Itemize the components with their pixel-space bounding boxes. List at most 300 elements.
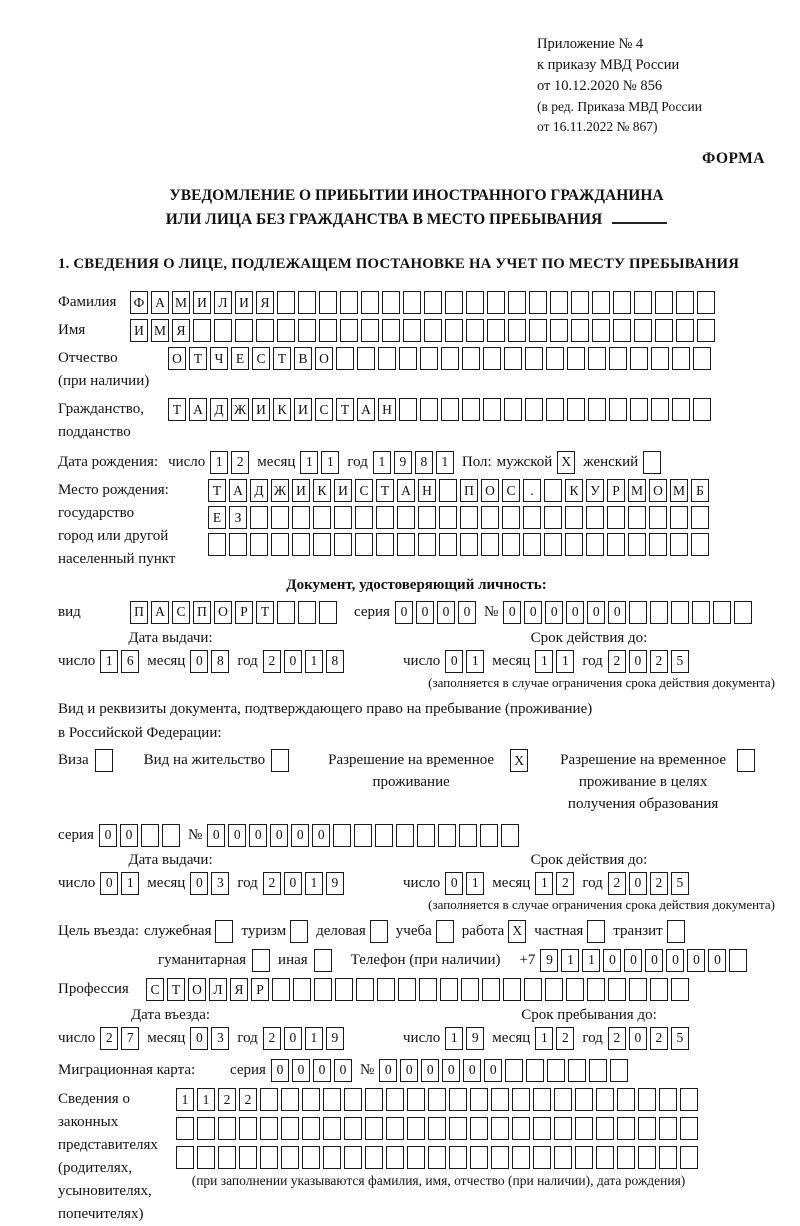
char-box[interactable]: И — [235, 291, 253, 314]
char-box[interactable] — [670, 533, 688, 556]
char-box[interactable]: 2 — [608, 650, 626, 673]
char-box[interactable] — [336, 347, 354, 370]
char-box[interactable] — [218, 1117, 236, 1140]
char-box[interactable]: 0 — [587, 601, 605, 624]
char-box[interactable]: А — [397, 479, 415, 502]
char-box[interactable] — [587, 920, 605, 943]
char-box[interactable]: 0 — [463, 1059, 481, 1082]
char-box[interactable]: Т — [167, 978, 185, 1001]
char-box[interactable]: В — [294, 347, 312, 370]
char-box[interactable] — [361, 319, 379, 342]
char-box[interactable]: С — [252, 347, 270, 370]
char-box[interactable] — [449, 1117, 467, 1140]
char-box[interactable] — [214, 319, 232, 342]
char-box[interactable]: 1 — [176, 1088, 194, 1111]
char-box[interactable]: X — [508, 920, 526, 943]
char-box[interactable] — [649, 506, 667, 529]
char-box[interactable] — [589, 1059, 607, 1082]
char-box[interactable]: Л — [214, 291, 232, 314]
char-box[interactable] — [487, 291, 505, 314]
char-box[interactable]: 0 — [291, 824, 309, 847]
char-box[interactable] — [504, 398, 522, 421]
char-box[interactable] — [533, 1117, 551, 1140]
char-box[interactable]: И — [193, 291, 211, 314]
char-box[interactable] — [462, 347, 480, 370]
char-box[interactable] — [680, 1146, 698, 1169]
char-box[interactable] — [260, 1117, 278, 1140]
char-box[interactable] — [340, 291, 358, 314]
char-box[interactable] — [565, 533, 583, 556]
char-box[interactable]: Е — [208, 506, 226, 529]
char-box[interactable]: О — [649, 479, 667, 502]
char-box[interactable] — [697, 319, 715, 342]
char-box[interactable] — [420, 347, 438, 370]
char-box[interactable]: Д — [250, 479, 268, 502]
char-box[interactable]: 2 — [556, 872, 574, 895]
char-box[interactable]: 0 — [249, 824, 267, 847]
char-box[interactable] — [403, 319, 421, 342]
char-box[interactable] — [271, 749, 289, 772]
char-box[interactable]: Б — [691, 479, 709, 502]
char-box[interactable] — [502, 533, 520, 556]
char-box[interactable]: 0 — [99, 824, 117, 847]
char-box[interactable] — [533, 1088, 551, 1111]
char-box[interactable]: 0 — [312, 824, 330, 847]
char-box[interactable]: К — [273, 398, 291, 421]
char-box[interactable] — [397, 533, 415, 556]
char-box[interactable]: X — [510, 749, 528, 772]
char-box[interactable]: 0 — [421, 1059, 439, 1082]
char-box[interactable] — [354, 824, 372, 847]
char-box[interactable] — [470, 1146, 488, 1169]
char-box[interactable]: 0 — [284, 1027, 302, 1050]
char-box[interactable] — [292, 533, 310, 556]
char-box[interactable] — [334, 533, 352, 556]
char-box[interactable] — [628, 506, 646, 529]
char-box[interactable]: И — [294, 398, 312, 421]
char-box[interactable]: . — [523, 479, 541, 502]
char-box[interactable] — [596, 1088, 614, 1111]
char-box[interactable] — [524, 978, 542, 1001]
char-box[interactable] — [713, 601, 731, 624]
char-box[interactable]: 2 — [263, 872, 281, 895]
char-box[interactable] — [508, 291, 526, 314]
char-box[interactable]: 0 — [190, 872, 208, 895]
char-box[interactable] — [376, 506, 394, 529]
char-box[interactable] — [643, 451, 661, 474]
char-box[interactable] — [697, 291, 715, 314]
char-box[interactable] — [571, 319, 589, 342]
char-box[interactable] — [357, 347, 375, 370]
char-box[interactable] — [417, 824, 435, 847]
char-box[interactable] — [459, 824, 477, 847]
char-box[interactable] — [613, 291, 631, 314]
char-box[interactable] — [491, 1088, 509, 1111]
char-box[interactable] — [482, 978, 500, 1001]
char-box[interactable] — [526, 1059, 544, 1082]
char-box[interactable] — [272, 978, 290, 1001]
char-box[interactable]: К — [313, 479, 331, 502]
char-box[interactable]: 0 — [284, 650, 302, 673]
char-box[interactable]: 9 — [326, 872, 344, 895]
char-box[interactable]: 0 — [445, 650, 463, 673]
char-box[interactable] — [525, 398, 543, 421]
char-box[interactable] — [418, 533, 436, 556]
char-box[interactable]: Т — [208, 479, 226, 502]
char-box[interactable] — [229, 533, 247, 556]
char-box[interactable] — [512, 1117, 530, 1140]
char-box[interactable]: 0 — [190, 650, 208, 673]
char-box[interactable]: М — [628, 479, 646, 502]
char-box[interactable]: 1 — [305, 1027, 323, 1050]
char-box[interactable]: 0 — [120, 824, 138, 847]
char-box[interactable]: 5 — [671, 650, 689, 673]
char-box[interactable]: 0 — [629, 1027, 647, 1050]
char-box[interactable] — [670, 506, 688, 529]
char-box[interactable]: 3 — [211, 1027, 229, 1050]
char-box[interactable]: 1 — [300, 451, 318, 474]
char-box[interactable] — [260, 1088, 278, 1111]
char-box[interactable] — [460, 533, 478, 556]
char-box[interactable] — [655, 319, 673, 342]
char-box[interactable] — [319, 291, 337, 314]
char-box[interactable]: Ж — [271, 479, 289, 502]
char-box[interactable]: 0 — [645, 949, 663, 972]
char-box[interactable] — [438, 824, 456, 847]
char-box[interactable]: 1 — [535, 1027, 553, 1050]
char-box[interactable]: 0 — [666, 949, 684, 972]
char-box[interactable] — [323, 1088, 341, 1111]
char-box[interactable] — [441, 398, 459, 421]
char-box[interactable] — [396, 824, 414, 847]
char-box[interactable] — [592, 291, 610, 314]
char-box[interactable]: 0 — [100, 872, 118, 895]
char-box[interactable] — [504, 347, 522, 370]
char-box[interactable] — [588, 398, 606, 421]
char-box[interactable]: Т — [189, 347, 207, 370]
char-box[interactable] — [461, 978, 479, 1001]
char-box[interactable] — [407, 1117, 425, 1140]
char-box[interactable]: 6 — [121, 650, 139, 673]
char-box[interactable] — [638, 1088, 656, 1111]
char-box[interactable] — [335, 978, 353, 1001]
char-box[interactable] — [440, 978, 458, 1001]
char-box[interactable]: 0 — [442, 1059, 460, 1082]
char-box[interactable] — [596, 1117, 614, 1140]
char-box[interactable] — [546, 398, 564, 421]
char-box[interactable] — [737, 749, 755, 772]
char-box[interactable]: 0 — [379, 1059, 397, 1082]
char-box[interactable]: Ч — [210, 347, 228, 370]
char-box[interactable] — [386, 1146, 404, 1169]
char-box[interactable] — [512, 1088, 530, 1111]
char-box[interactable] — [550, 319, 568, 342]
char-box[interactable]: 0 — [400, 1059, 418, 1082]
char-box[interactable]: 1 — [197, 1088, 215, 1111]
char-box[interactable] — [439, 479, 457, 502]
char-box[interactable] — [340, 319, 358, 342]
char-box[interactable] — [250, 533, 268, 556]
char-box[interactable] — [356, 978, 374, 1001]
char-box[interactable] — [483, 398, 501, 421]
char-box[interactable]: 1 — [582, 949, 600, 972]
char-box[interactable]: 5 — [671, 872, 689, 895]
char-box[interactable]: 9 — [540, 949, 558, 972]
char-box[interactable] — [250, 506, 268, 529]
char-box[interactable] — [608, 978, 626, 1001]
char-box[interactable] — [281, 1146, 299, 1169]
char-box[interactable] — [302, 1117, 320, 1140]
char-box[interactable]: 5 — [671, 1027, 689, 1050]
char-box[interactable]: М — [172, 291, 190, 314]
char-box[interactable] — [550, 291, 568, 314]
char-box[interactable] — [659, 1146, 677, 1169]
char-box[interactable]: 1 — [321, 451, 339, 474]
char-box[interactable] — [649, 533, 667, 556]
char-box[interactable] — [628, 533, 646, 556]
char-box[interactable] — [659, 1088, 677, 1111]
char-box[interactable] — [672, 347, 690, 370]
char-box[interactable] — [449, 1146, 467, 1169]
char-box[interactable] — [466, 319, 484, 342]
char-box[interactable] — [502, 506, 520, 529]
char-box[interactable] — [554, 1146, 572, 1169]
char-box[interactable]: 0 — [445, 872, 463, 895]
char-box[interactable] — [428, 1146, 446, 1169]
char-box[interactable] — [344, 1088, 362, 1111]
char-box[interactable] — [260, 1146, 278, 1169]
char-box[interactable] — [617, 1088, 635, 1111]
char-box[interactable] — [692, 601, 710, 624]
char-box[interactable]: 1 — [121, 872, 139, 895]
char-box[interactable]: О — [481, 479, 499, 502]
char-box[interactable] — [655, 291, 673, 314]
char-box[interactable]: А — [151, 291, 169, 314]
char-box[interactable] — [533, 1146, 551, 1169]
char-box[interactable] — [334, 506, 352, 529]
char-box[interactable] — [382, 319, 400, 342]
char-box[interactable]: 1 — [561, 949, 579, 972]
char-box[interactable] — [403, 291, 421, 314]
char-box[interactable] — [323, 1117, 341, 1140]
char-box[interactable] — [672, 398, 690, 421]
char-box[interactable] — [586, 533, 604, 556]
char-box[interactable] — [729, 949, 747, 972]
char-box[interactable]: 2 — [263, 650, 281, 673]
char-box[interactable]: 2 — [263, 1027, 281, 1050]
char-box[interactable]: 0 — [545, 601, 563, 624]
char-box[interactable] — [481, 533, 499, 556]
char-box[interactable]: Т — [376, 479, 394, 502]
char-box[interactable] — [691, 533, 709, 556]
char-box[interactable] — [95, 749, 113, 772]
char-box[interactable] — [523, 533, 541, 556]
char-box[interactable]: 2 — [239, 1088, 257, 1111]
char-box[interactable] — [445, 291, 463, 314]
char-box[interactable] — [235, 319, 253, 342]
char-box[interactable] — [407, 1088, 425, 1111]
char-box[interactable]: О — [214, 601, 232, 624]
char-box[interactable] — [319, 601, 337, 624]
char-box[interactable] — [333, 824, 351, 847]
char-box[interactable] — [565, 506, 583, 529]
char-box[interactable] — [197, 1117, 215, 1140]
char-box[interactable] — [277, 291, 295, 314]
char-box[interactable]: 2 — [650, 1027, 668, 1050]
char-box[interactable] — [544, 533, 562, 556]
char-box[interactable]: Р — [235, 601, 253, 624]
char-box[interactable] — [676, 291, 694, 314]
char-box[interactable] — [607, 533, 625, 556]
char-box[interactable]: 0 — [708, 949, 726, 972]
char-box[interactable]: 0 — [416, 601, 434, 624]
char-box[interactable]: 7 — [121, 1027, 139, 1050]
char-box[interactable] — [610, 1059, 628, 1082]
char-box[interactable]: Н — [378, 398, 396, 421]
char-box[interactable]: X — [557, 451, 575, 474]
char-box[interactable]: 1 — [556, 650, 574, 673]
char-box[interactable] — [460, 506, 478, 529]
char-box[interactable] — [314, 978, 332, 1001]
char-box[interactable]: З — [229, 506, 247, 529]
char-box[interactable]: Е — [231, 347, 249, 370]
char-box[interactable] — [554, 1088, 572, 1111]
char-box[interactable] — [407, 1146, 425, 1169]
char-box[interactable]: 0 — [566, 601, 584, 624]
char-box[interactable] — [734, 601, 752, 624]
char-box[interactable]: 0 — [334, 1059, 352, 1082]
char-box[interactable] — [378, 347, 396, 370]
char-box[interactable] — [176, 1146, 194, 1169]
char-box[interactable]: И — [130, 319, 148, 342]
char-box[interactable]: С — [315, 398, 333, 421]
char-box[interactable]: 9 — [394, 451, 412, 474]
char-box[interactable]: П — [130, 601, 148, 624]
char-box[interactable]: И — [334, 479, 352, 502]
char-box[interactable] — [634, 319, 652, 342]
char-box[interactable]: Д — [210, 398, 228, 421]
char-box[interactable] — [370, 920, 388, 943]
char-box[interactable]: 8 — [211, 650, 229, 673]
char-box[interactable]: 0 — [687, 949, 705, 972]
char-box[interactable] — [271, 533, 289, 556]
char-box[interactable]: У — [586, 479, 604, 502]
char-box[interactable] — [252, 949, 270, 972]
char-box[interactable]: 0 — [313, 1059, 331, 1082]
char-box[interactable] — [445, 319, 463, 342]
char-box[interactable]: 1 — [210, 451, 228, 474]
char-box[interactable] — [386, 1088, 404, 1111]
char-box[interactable] — [554, 1117, 572, 1140]
char-box[interactable] — [609, 398, 627, 421]
char-box[interactable] — [365, 1088, 383, 1111]
char-box[interactable] — [547, 1059, 565, 1082]
char-box[interactable] — [629, 601, 647, 624]
char-box[interactable] — [419, 978, 437, 1001]
char-box[interactable]: Ф — [130, 291, 148, 314]
char-box[interactable] — [376, 533, 394, 556]
char-box[interactable]: А — [151, 601, 169, 624]
char-box[interactable] — [418, 506, 436, 529]
char-box[interactable]: Я — [230, 978, 248, 1001]
char-box[interactable] — [239, 1146, 257, 1169]
char-box[interactable] — [491, 1117, 509, 1140]
char-box[interactable]: О — [315, 347, 333, 370]
char-box[interactable] — [398, 978, 416, 1001]
char-box[interactable]: Я — [256, 291, 274, 314]
char-box[interactable]: И — [292, 479, 310, 502]
char-box[interactable]: 0 — [270, 824, 288, 847]
char-box[interactable] — [630, 398, 648, 421]
char-box[interactable] — [508, 319, 526, 342]
char-box[interactable]: 1 — [373, 451, 391, 474]
char-box[interactable] — [481, 506, 499, 529]
char-box[interactable]: Т — [336, 398, 354, 421]
char-box[interactable] — [361, 291, 379, 314]
char-box[interactable] — [480, 824, 498, 847]
char-box[interactable] — [693, 347, 711, 370]
char-box[interactable]: 2 — [650, 872, 668, 895]
char-box[interactable]: 0 — [603, 949, 621, 972]
char-box[interactable] — [676, 319, 694, 342]
char-box[interactable] — [344, 1146, 362, 1169]
char-box[interactable] — [439, 506, 457, 529]
char-box[interactable] — [487, 319, 505, 342]
char-box[interactable]: 1 — [436, 451, 454, 474]
char-box[interactable] — [355, 506, 373, 529]
char-box[interactable]: С — [146, 978, 164, 1001]
char-box[interactable] — [462, 398, 480, 421]
char-box[interactable]: Р — [607, 479, 625, 502]
char-box[interactable] — [544, 506, 562, 529]
char-box[interactable]: 1 — [466, 650, 484, 673]
char-box[interactable] — [651, 347, 669, 370]
char-box[interactable]: 0 — [395, 601, 413, 624]
char-box[interactable] — [313, 506, 331, 529]
char-box[interactable]: И — [252, 398, 270, 421]
char-box[interactable] — [281, 1117, 299, 1140]
char-box[interactable]: С — [355, 479, 373, 502]
char-box[interactable]: 0 — [524, 601, 542, 624]
char-box[interactable]: 2 — [231, 451, 249, 474]
char-box[interactable] — [197, 1146, 215, 1169]
char-box[interactable]: А — [189, 398, 207, 421]
char-box[interactable] — [399, 347, 417, 370]
char-box[interactable]: 1 — [535, 872, 553, 895]
char-box[interactable]: 0 — [629, 872, 647, 895]
char-box[interactable] — [470, 1088, 488, 1111]
char-box[interactable] — [319, 319, 337, 342]
char-box[interactable] — [193, 319, 211, 342]
char-box[interactable] — [292, 506, 310, 529]
char-box[interactable] — [277, 319, 295, 342]
char-box[interactable]: П — [460, 479, 478, 502]
char-box[interactable] — [428, 1088, 446, 1111]
char-box[interactable]: 1 — [100, 650, 118, 673]
char-box[interactable]: 1 — [445, 1027, 463, 1050]
char-box[interactable] — [365, 1146, 383, 1169]
char-box[interactable] — [397, 506, 415, 529]
char-box[interactable] — [441, 347, 459, 370]
char-box[interactable]: О — [188, 978, 206, 1001]
char-box[interactable] — [609, 347, 627, 370]
char-box[interactable] — [386, 1117, 404, 1140]
char-box[interactable] — [503, 978, 521, 1001]
char-box[interactable]: Н — [418, 479, 436, 502]
char-box[interactable] — [634, 291, 652, 314]
char-box[interactable] — [256, 319, 274, 342]
char-box[interactable]: 2 — [650, 650, 668, 673]
